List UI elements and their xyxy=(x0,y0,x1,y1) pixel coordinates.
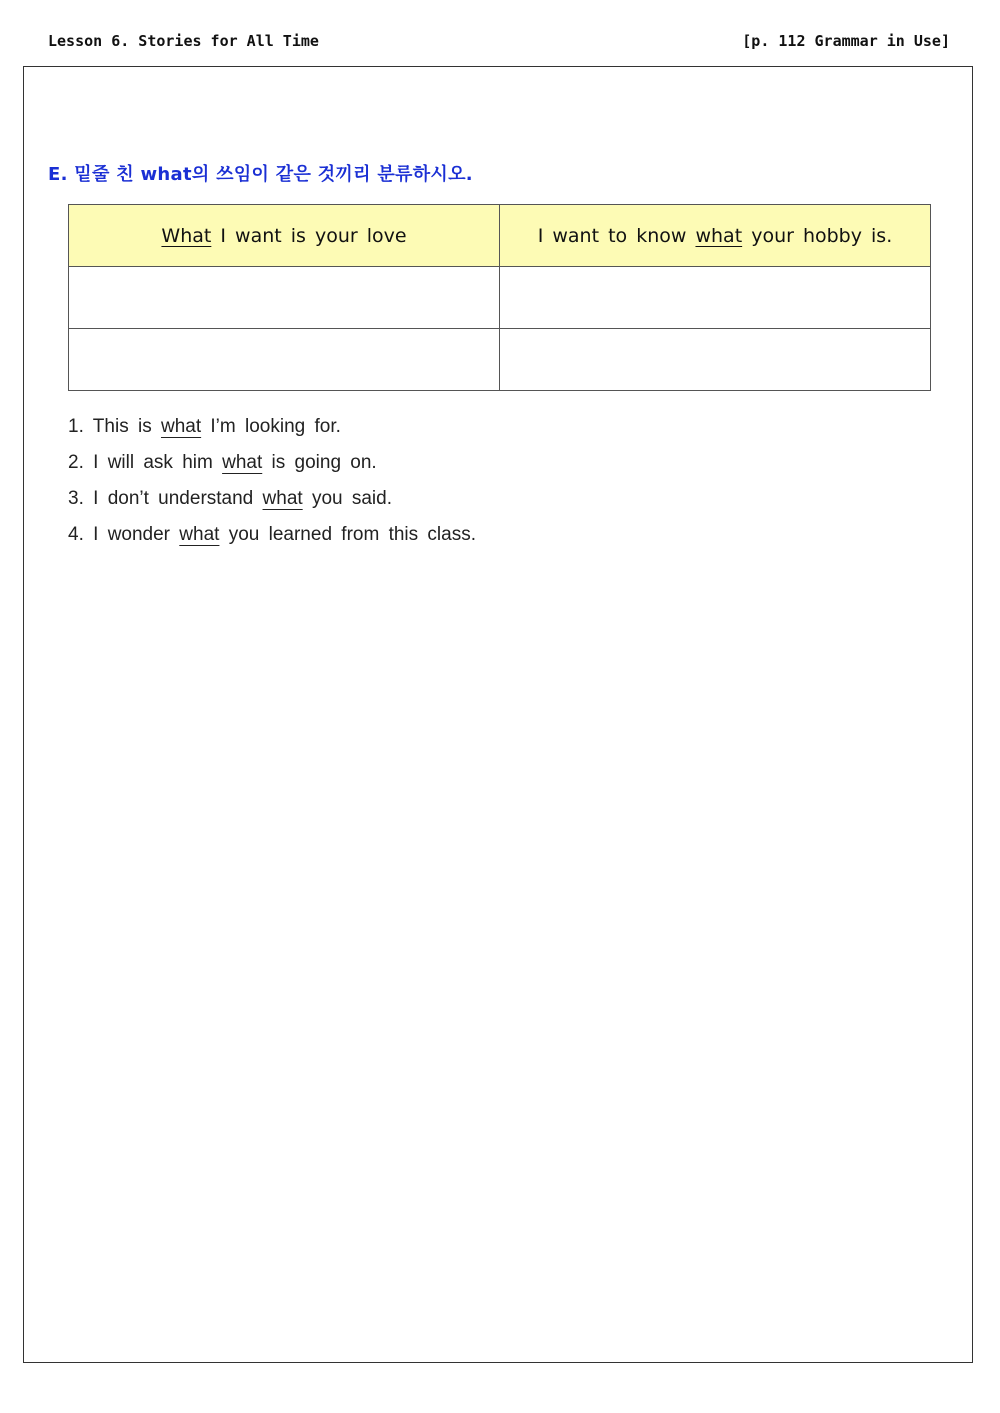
sentence-item[interactable]: 3. I don’t understand what you said. xyxy=(68,488,392,509)
lesson-title: Lesson 6. Stories for All Time xyxy=(48,32,319,50)
category-header-1: What I want is your love xyxy=(69,205,500,267)
page-reference: [p. 112 Grammar in Use] xyxy=(742,32,950,50)
underlined-word: what xyxy=(222,452,263,473)
table-header-row xyxy=(69,205,931,267)
category-header-2: I want to know what your hobby is. xyxy=(500,205,931,267)
sentence-item[interactable]: 4. I wonder what you learned from this class. xyxy=(68,524,476,545)
underlined-word: what xyxy=(160,416,202,437)
underlined-word: what xyxy=(262,488,303,509)
sentence-list xyxy=(68,414,476,558)
instruction-text: E. 밑줄 친 what의 쓰임이 같은 것끼리 분류하시오. xyxy=(48,164,473,185)
drop-zone-col2-row2[interactable] xyxy=(500,329,931,391)
underlined-word: What xyxy=(161,224,212,247)
drop-zone-col2-row1[interactable] xyxy=(500,267,931,329)
table-row xyxy=(69,329,931,391)
sentence-item[interactable]: 1. This is what I’m looking for. xyxy=(68,416,341,437)
sentence-item[interactable]: 2. I will ask him what is going on. xyxy=(68,452,377,473)
underlined-word: what xyxy=(695,224,743,247)
table-row xyxy=(69,267,931,329)
classification-table xyxy=(68,204,931,391)
drop-zone-col1-row1[interactable] xyxy=(69,267,500,329)
drop-zone-col1-row2[interactable] xyxy=(69,329,500,391)
underlined-word: what xyxy=(179,524,220,545)
